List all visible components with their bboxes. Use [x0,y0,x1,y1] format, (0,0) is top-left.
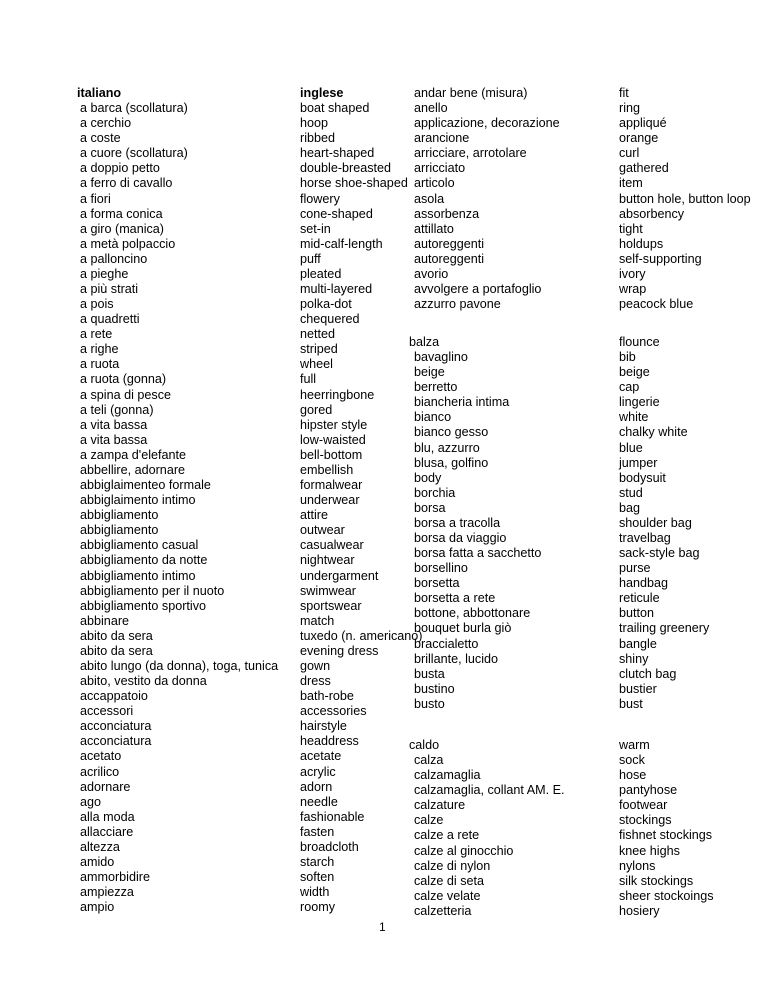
glossary-term: berretto [414,380,458,395]
italian-column-2-b [409,335,541,712]
glossary-term: roomy [300,900,335,915]
glossary-term: button [619,606,655,621]
glossary-term: headdress [300,734,359,749]
glossary-term: andar bene (misura) [414,86,528,100]
glossary-term: calze [414,813,444,828]
glossary-term: a ruota [80,357,120,372]
english-column-2-c [619,738,714,919]
glossary-term: alla moda [80,809,135,824]
glossary-term: self-supporting [619,251,702,266]
glossary-term: bustier [619,681,657,696]
glossary-term: starch [300,854,335,869]
glossary-term: a palloncino [80,251,148,266]
italian-column-2-c [409,738,565,919]
glossary-term: autoreggenti [414,236,485,251]
glossary-term: knee highs [619,843,680,858]
glossary-term: asola [414,191,445,206]
glossary-term: handbag [619,576,669,591]
glossary-term: pleated [300,266,342,281]
glossary-term: travelbag [619,531,671,546]
glossary-term: full [300,372,317,387]
glossary-term: brillante, lucido [414,651,499,666]
glossary-term: chalky white [619,425,688,440]
glossary-term: assorbenza [414,206,480,221]
glossary-term: fishnet stockings [619,828,713,843]
glossary-term: bustino [414,681,455,696]
glossary-term: a ferro di cavallo [80,176,173,191]
glossary-term: lingerie [619,395,660,410]
glossary-term: arricciare, arrotolare [414,146,527,161]
glossary-term: shiny [619,651,649,666]
glossary-term: calzature [414,798,466,813]
glossary-term: busto [414,696,445,711]
glossary-term: allacciare [80,824,134,839]
glossary-term: match [300,613,335,628]
glossary-term: hipster style [300,417,368,432]
glossary-term: outwear [300,523,345,538]
glossary-term: sportswear [300,598,362,613]
glossary-term: tuxedo (n. americano) [300,628,423,643]
glossary-term: soften [300,870,335,885]
glossary-term: arricciato [414,161,466,176]
glossary-term: holdups [619,236,664,251]
glossary-term: borsetta a rete [414,591,496,606]
glossary-term: borsa da viaggio [414,531,507,546]
glossary-term: bangle [619,636,657,651]
glossary-term: broadcloth [300,839,359,854]
glossary-term: acrylic [300,764,336,779]
glossary-term: sock [619,753,645,768]
glossary-term: bag [619,500,641,515]
glossary-term: hairstyle [300,719,347,734]
glossary-term: avvolgere a portafoglio [414,282,542,297]
glossary-term: bust [619,696,643,711]
glossary-term: a doppio petto [80,161,160,176]
glossary-term: gored [300,402,333,417]
glossary-term: ammorbidire [80,870,150,885]
glossary-term: bouquet burla giò [414,621,512,636]
glossary-term: reticule [619,591,660,606]
glossary-term: accappatoio [80,689,148,704]
glossary-term: a vita bassa [80,417,148,432]
glossary-term: braccialetto [414,636,479,651]
glossary-term: a righe [80,342,119,357]
glossary-term: hose [619,768,647,783]
glossary-term: autoreggenti [414,251,485,266]
glossary-term: caldo [409,738,440,752]
glossary-term: underwear [300,493,360,508]
glossary-term: gathered [619,161,669,176]
glossary-term: acetato [80,749,122,764]
glossary-term: warm [619,738,650,752]
glossary-term: a barca (scollatura) [80,101,188,116]
glossary-term: a quadretti [80,312,140,327]
glossary-term: purse [619,561,651,576]
glossary-term: bib [619,350,636,365]
glossary-term: flounce [619,335,660,349]
glossary-term: abbellire, adornare [80,462,186,477]
glossary-term: a rete [80,327,113,342]
glossary-term: blu, azzurro [414,440,480,455]
english-column-1 [300,86,423,915]
glossary-term: calzamaglia [414,768,481,783]
glossary-term: bianco [414,410,452,425]
glossary-term: absorbency [619,206,685,221]
glossary-term: item [619,176,643,191]
italian-column-1 [77,86,278,915]
column-header-italiano: italiano [77,86,122,100]
glossary-term: attillato [414,221,454,236]
glossary-term: width [300,885,330,900]
glossary-term: abito da sera [80,628,153,643]
glossary-term: fashionable [300,809,365,824]
glossary-term: pantyhose [619,783,678,798]
glossary-term: bottone, abbottonare [414,606,531,621]
glossary-term: ago [80,794,102,809]
glossary-term: adorn [300,779,333,794]
glossary-term: dress [300,674,331,689]
glossary-term: swimwear [300,583,356,598]
glossary-term: bell-bottom [300,447,363,462]
glossary-term: bavaglino [414,350,468,365]
glossary-term: beige [619,365,650,380]
glossary-term: double-breasted [300,161,392,176]
glossary-term: netted [300,327,336,342]
glossary-term: a giro (manica) [80,221,164,236]
glossary-term: ribbed [300,131,336,146]
glossary-term: a ruota (gonna) [80,372,167,387]
glossary-term: shoulder bag [619,515,692,530]
glossary-term: articolo [414,176,455,191]
glossary-term: borchia [414,485,456,500]
glossary-term: a zampa d'elefante [80,447,187,462]
glossary-term: abbigliamento per il nuoto [80,583,225,598]
glossary-term: orange [619,131,659,146]
glossary-term: a più strati [80,282,139,297]
glossary-term: abbiglaimenteo formale [80,478,211,493]
glossary-term: azzurro pavone [414,297,501,312]
glossary-term: chequered [300,312,360,327]
glossary-term: bath-robe [300,689,354,704]
glossary-term: boat shaped [300,101,370,116]
glossary-term: a metà polpaccio [80,236,176,251]
glossary-term: horse shoe-shaped [300,176,408,191]
glossary-term: low-waisted [300,432,366,447]
glossary-term: calze velate [414,888,481,903]
glossary-term: borsetta [414,576,460,591]
italian-column-2-a [414,86,560,312]
glossary-term: silk stockings [619,873,694,888]
glossary-term: calze a rete [414,828,480,843]
glossary-term: striped [300,342,338,357]
glossary-term: body [414,470,442,485]
glossary-term: jumper [619,455,658,470]
glossary-term: abbinare [80,613,130,628]
glossary-term: casualwear [300,538,364,553]
glossary-term: a forma conica [80,206,163,221]
glossary-term: borsa [414,500,446,515]
glossary-term: anello [414,101,448,116]
glossary-term: amido [80,854,115,869]
glossary-term: borsa fatta a sacchetto [414,546,542,561]
glossary-term: appliqué [619,116,667,131]
glossary-term: hoop [300,116,329,131]
glossary-term: a pois [80,297,114,312]
glossary-term: acconciatura [80,734,152,749]
glossary-term: busta [414,666,445,681]
glossary-term: calza [414,753,444,768]
glossary-term: nylons [619,858,656,873]
glossary-term: embellish [300,462,354,477]
glossary-term: borsa a tracolla [414,515,501,530]
glossary-term: accessori [80,704,134,719]
glossary-term: bianco gesso [414,425,489,440]
glossary-term: ampiezza [80,885,134,900]
page-number: 1 [379,920,386,934]
glossary-term: ampio [80,900,115,915]
glossary-term: calze di seta [414,873,485,888]
glossary-term: polka-dot [300,297,352,312]
glossary-term: tight [619,221,643,236]
glossary-term: a teli (gonna) [80,402,154,417]
glossary-term: beige [414,365,445,380]
glossary-term: a spina di pesce [80,387,172,402]
glossary-term: cap [619,380,640,395]
glossary-term: altezza [80,839,120,854]
glossary-term: mid-calf-length [300,236,383,251]
glossary-term: calzetteria [414,903,472,918]
glossary-term: cone-shaped [300,206,373,221]
glossary-term: flowery [300,191,340,206]
glossary-term: fasten [300,824,335,839]
glossary-term: calzamaglia, collant AM. E. [414,783,565,798]
glossary-term: a cerchio [80,116,132,131]
glossary-term: avorio [414,266,449,281]
glossary-term: biancheria intima [414,395,510,410]
glossary-term: blusa, golfino [414,455,489,470]
glossary-term: curl [619,146,640,161]
glossary-term: gown [300,658,331,673]
glossary-term: abbigliamento intimo [80,568,196,583]
glossary-term: puff [300,251,321,266]
glossary-term: abito, vestito da donna [80,674,207,689]
glossary-term: ivory [619,266,646,281]
glossary-term: multi-layered [300,282,373,297]
glossary-term: trailing greenery [619,621,710,636]
glossary-term: abito da sera [80,643,153,658]
glossary-term: arancione [414,131,470,146]
glossary-term: accessories [300,704,367,719]
glossary-term: undergarment [300,568,379,583]
glossary-term: hosiery [619,903,660,918]
glossary-term: a coste [80,131,121,146]
glossary-term: needle [300,794,338,809]
glossary-term: borsellino [414,561,468,576]
glossary-term: blue [619,440,643,455]
glossary-term: acrilico [80,764,120,779]
glossary-term: abbigliamento casual [80,538,199,553]
glossary-term: adornare [80,779,131,794]
glossary-term: bodysuit [619,470,666,485]
glossary-term: calze al ginocchio [414,843,514,858]
glossary-term: attire [300,508,328,523]
glossary-term: peacock blue [619,297,694,312]
glossary-term: sheer stockoings [619,888,714,903]
glossary-term: formalwear [300,478,363,493]
glossary-term: sack-style bag [619,546,700,561]
glossary-term: nightwear [300,553,355,568]
glossary-term: abbiglaimento intimo [80,493,196,508]
glossary-term: abbigliamento [80,523,159,538]
glossary-term: abito lungo (da donna), toga, tunica [80,658,279,673]
glossary-term: heerringbone [300,387,375,402]
glossary-term: wrap [619,282,647,297]
glossary-term: clutch bag [619,666,677,681]
glossary-term: acetate [300,749,342,764]
glossary-term: stockings [619,813,672,828]
glossary-term: footwear [619,798,668,813]
glossary-term: heart-shaped [300,146,375,161]
glossary-term: ring [619,101,640,116]
glossary-term: abbigliamento [80,508,159,523]
glossary-term: a cuore (scollatura) [80,146,188,161]
english-column-2-b [619,335,709,712]
glossary-term: a fiori [80,191,111,206]
glossary-term: fit [619,86,629,100]
glossary-term: acconciatura [80,719,152,734]
glossary-term: abbigliamento sportivo [80,598,207,613]
glossary-term: a pieghe [80,266,129,281]
column-header-inglese: inglese [300,86,344,100]
glossary-term: white [619,410,649,425]
english-column-2-a [619,86,751,312]
glossary-term: balza [409,335,440,349]
glossary-term: abbigliamento da notte [80,553,208,568]
glossary-term: calze di nylon [414,858,491,873]
glossary-term: evening dress [300,643,379,658]
glossary-term: wheel [300,357,333,372]
glossary-term: a vita bassa [80,432,148,447]
glossary-term: button hole, button loop [619,191,751,206]
glossary-term: applicazione, decorazione [414,116,560,131]
glossary-term: stud [619,485,643,500]
glossary-term: set-in [300,221,331,236]
